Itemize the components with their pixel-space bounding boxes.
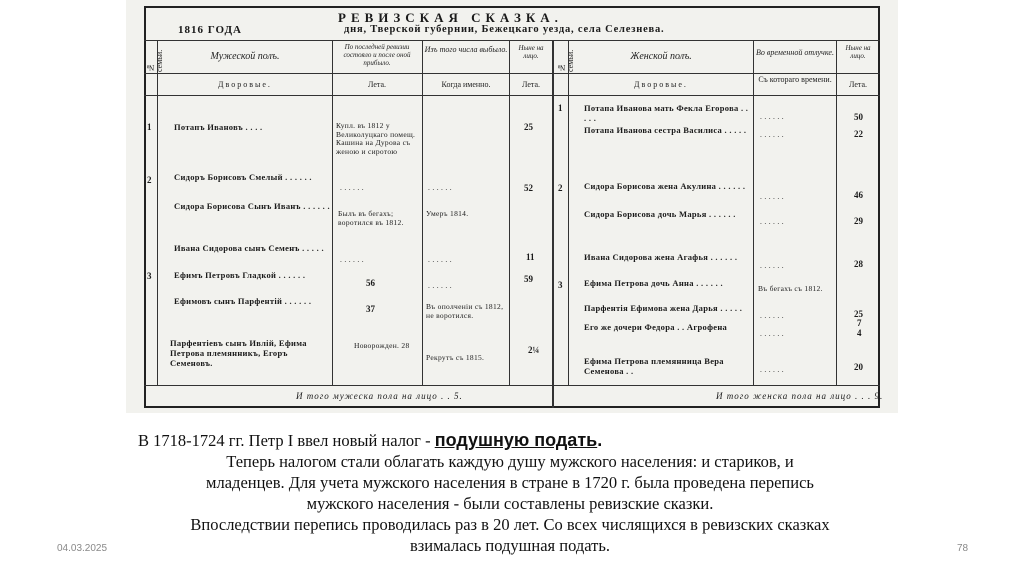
rule — [144, 95, 880, 96]
right-row-now: 7 4 — [857, 318, 862, 338]
rule — [144, 40, 880, 41]
right-row-no: 1 — [558, 103, 563, 113]
document-year: 1816 ГОДА — [178, 24, 242, 36]
slide-page-number: 78 — [957, 543, 969, 554]
right-row-now: 25 — [854, 309, 863, 319]
right-header-name: Женской полъ. — [630, 51, 692, 62]
left-header-now: Ныне на лицо. — [518, 44, 544, 60]
caption-line-1-prefix: В 1718-1724 гг. Петр I ввел новый налог - — [138, 431, 435, 450]
left-row-no: 2 — [147, 175, 152, 185]
rule — [144, 73, 880, 74]
right-row-name: Парфентія Ефимова жена Дарья . . . . . — [584, 303, 743, 313]
left-sub-years2: Лета. — [521, 80, 541, 89]
rule — [753, 40, 754, 385]
right-row-name: Потапа Иванова сестра Василиса . . . . . — [584, 125, 747, 135]
right-header-now: Ныне на лицо. — [845, 44, 871, 60]
right-row-absent: . . . . . . — [760, 365, 784, 374]
left-row-name: Ефимовъ сынъ Парфентій . . . . . . — [174, 296, 312, 306]
left-row-prev: . . . . . . — [340, 255, 364, 264]
left-row-when: Въ ополченіи съ 1812, не воротился. — [426, 302, 504, 320]
right-row-now: 50 — [854, 112, 863, 122]
right-row-now: 46 — [854, 190, 863, 200]
right-row-now: 28 — [854, 259, 863, 269]
right-row-absent: . . . . . . — [760, 329, 784, 338]
rule — [422, 40, 423, 385]
right-sub-name: Дворовые. — [634, 80, 688, 89]
left-row-name: Парфентіевъ сынъ Ивлій, Ефима Петрова племянникъ, Егоръ Семеновъ. — [170, 338, 307, 368]
right-row-now: 22 — [854, 129, 863, 139]
right-row-no: 3 — [558, 280, 563, 290]
left-row-name: Ивана Сидорова сынъ Семенъ . . . . . — [174, 243, 324, 253]
right-row-absent: . . . . . . — [760, 217, 784, 226]
right-header-absent: Во временной отлучке. — [756, 48, 834, 57]
right-row-name: Потапа Иванова мать Фекла Егорова . . . . . — [584, 103, 749, 123]
right-row-name: Его же дочери Федора . . Агрофена — [584, 322, 728, 332]
caption-line-2: Теперь налогом стали облагать каждую душу мужского населения: и стариков, и — [226, 452, 794, 471]
right-row-name: Сидора Борисова жена Акулина . . . . . . — [584, 181, 746, 191]
document-subtitle: дня, Тверской губернии, Бежецкаго уезда, села Селезнева. — [344, 24, 665, 35]
right-row-now: 20 — [854, 362, 863, 372]
left-row-prev: Новорожден. 28 — [354, 341, 410, 350]
left-row-now: 25 — [524, 122, 533, 132]
right-header-family-no: № семьи. — [557, 49, 575, 72]
left-row-now: 11 — [526, 252, 535, 262]
left-row-when: . . . . . . — [428, 183, 452, 192]
caption-line-6: взималась подушная подать. — [409, 536, 611, 555]
right-sub-since: Съ котораго времени. — [758, 75, 832, 84]
left-row-name: Ефимъ Петровъ Гладкой . . . . . . — [174, 270, 306, 280]
right-row-absent: Въ бегахъ съ 1812. — [758, 284, 823, 293]
rule — [332, 40, 333, 385]
right-row-absent: . . . . . . — [760, 192, 784, 201]
right-row-name: Ефима Петрова племянница Вера Семенова . . — [584, 356, 724, 376]
right-row-absent: . . . . . . — [760, 311, 784, 320]
left-row-when: Рекрутъ съ 1815. — [426, 353, 485, 362]
slide-date: 04.03.2025 — [57, 543, 108, 554]
left-row-no: 3 — [147, 271, 152, 281]
right-row-absent: . . . . . . — [760, 261, 784, 270]
caption-term: подушную подать — [434, 430, 598, 450]
revision-tale-scan — [126, 0, 898, 413]
caption-line-1-suffix: . — [597, 430, 603, 450]
right-row-now: 29 — [854, 216, 863, 226]
rule — [836, 40, 837, 385]
left-header-name: Мужеской полъ. — [210, 51, 280, 62]
left-row-now: 52 — [524, 183, 533, 193]
caption-line-4: мужского населения - были составлены ревизские сказки. — [306, 494, 714, 513]
left-row-name: Сидоръ Борисовъ Смелый . . . . . . — [174, 172, 312, 182]
right-row-absent: . . . . . . — [760, 130, 784, 139]
right-total: И того женска пола на лицо . . . 9. — [716, 391, 884, 401]
left-total: И того мужеска пола на лицо . . 5. — [296, 391, 463, 401]
caption-line-1 — [100, 430, 920, 451]
rule — [568, 40, 569, 385]
caption-line-5: Впоследствии перепись проводилась раз в 20 лет. Со всех числящихся в ревизских сказках — [190, 515, 830, 534]
left-header-family-no: № семьи. — [146, 49, 164, 72]
right-row-absent: . . . . . . — [760, 112, 784, 121]
right-row-no: 2 — [558, 183, 563, 193]
slide-caption — [100, 430, 920, 556]
left-header-outof: Изъ того числа выбыло. — [424, 45, 508, 54]
left-row-prev: Былъ въ бегахъ; воротился въ 1812. — [338, 209, 404, 227]
left-row-no: 1 — [147, 122, 152, 132]
right-row-name: Ефима Петрова дочь Анна . . . . . . — [584, 278, 723, 288]
left-row-when: Умеръ 1814. — [426, 209, 469, 218]
left-row-prev: 56 — [366, 278, 375, 288]
right-row-name: Сидора Борисова дочь Марья . . . . . . — [584, 209, 736, 219]
left-header-prev: По последней ревизии состояло и после оной прибыло. — [343, 43, 411, 67]
left-sub-years: Лета. — [367, 80, 387, 89]
left-row-when: . . . . . . — [428, 255, 452, 264]
right-row-name: Ивана Сидорова жена Агафья . . . . . . — [584, 252, 738, 262]
rule — [157, 40, 158, 385]
left-row-prev: . . . . . . — [340, 183, 364, 192]
rule — [509, 40, 510, 385]
left-row-prev: 37 — [366, 304, 375, 314]
document-title: РЕВИЗСКАЯ СКАЗКА. — [338, 10, 563, 25]
rule — [552, 40, 554, 408]
left-row-name: Потапъ Ивановъ . . . . — [174, 122, 263, 132]
left-row-now: 2¼ — [528, 345, 540, 355]
left-row-now: 59 — [524, 274, 533, 284]
rule — [144, 385, 880, 386]
right-sub-years: Лета. — [848, 80, 868, 89]
left-row-prev: Купл. въ 1812 у Великолуцкаго помещ. Кашина на Дурова съ женою и сиротою — [336, 121, 416, 156]
left-row-when: . . . . . . — [428, 281, 452, 290]
left-sub-when: Когда именно. — [441, 80, 491, 89]
left-row-name: Сидора Борисова Сынъ Иванъ . . . . . . — [174, 201, 330, 211]
left-sub-name: Дворовые. — [218, 80, 272, 89]
caption-line-3: младенцев. Для учета мужского населения в стране в 1720 г. была проведена перепись — [206, 473, 814, 492]
